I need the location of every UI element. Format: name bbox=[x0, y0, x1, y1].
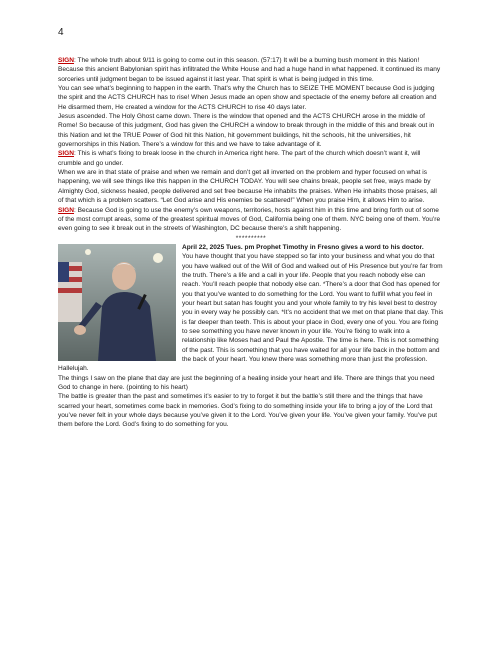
section-heading: April 22, 2025 Tues. pm Prophet Timothy in Fresno gives a word to his doctor. bbox=[182, 243, 424, 251]
paragraph-8: The things I saw on the plane that day are just the beginning of a healing inside your heart and life. There are things that you need God to change in here. (pointing to his heart) bbox=[58, 374, 435, 392]
paragraph-1 bbox=[58, 56, 444, 84]
paragraph-5: When we are in that state of praise and when we remain and don’t get all inverted on the problem and hyper focused on what is happening, we will see things like this happen in the CHURCH TODAY. You will see chains break, people set free, ways made by Almighty God, sickness healed, people delivered and set free because He inhabits the praises. When He inhabits those praises, all of that which is a problem scatters. “Let God arise and His enemies be scattered!” When you praise Him, it allows Him to arise. bbox=[58, 169, 437, 205]
speaker-photo bbox=[58, 244, 176, 361]
paragraph-2: You can see what’s beginning to happen in the earth. That’s why the Church has to SEIZE THE MOMENT because God is judging the spirit and the ACTS CHURCH has to rise! When Jesus made an open show and spectacle of the enemy before all creation and He disarmed them, He created a window for the ACTS CHURCH to rise 40 days later. bbox=[58, 85, 437, 111]
document-body bbox=[58, 56, 444, 430]
paragraph-text: : The whole truth about 9/11 is going to come out in this season. (57:17) It will be a burning bush moment in this Nation! Because this ancient Babylonian spirit has infiltrated the White House and had a huge hand in what happened. It continued its many sorceries until judgment began to be issued against it last year. That spirit is what is being judged in this time. bbox=[58, 57, 441, 83]
paragraph-text: : This is what’s fixing to break loose in the church in America right here. The part of the church which doesn’t want it, will crumble and go under. bbox=[58, 150, 421, 167]
paragraph-3: Jesus ascended. The Holy Ghost came down. There is the window that opened and the ACTS CHURCH arose in the middle of Rome! So because of this judgment, God has given the CHURCH a window to break through in the middle of this and break out in this Nation and let the TRUE Power of God hit this Nation, hit government buildings, hit the schools, hit the universities, hit governorships in this Nation. There’s a window for this and we have to take advantage of it. bbox=[58, 113, 435, 149]
paragraph-6 bbox=[58, 206, 444, 234]
sign-label: SIGN bbox=[58, 206, 75, 214]
sign-label: SIGN bbox=[58, 150, 75, 158]
paragraph-4 bbox=[58, 149, 444, 168]
paragraph-9: The battle is greater than the past and sometimes it’s easier to try to forget it but the battle’s still there and the things that have scarred your heart, sometimes come back in memories. God’s fixing to do something inside your life to bring a joy of the Lord that you’ve never felt in your whole days because you’ve given it to the Lord. You’ve given your life. You’ve given your family. You’ve put them before the Lord. God’s fixing to do something for you. bbox=[58, 393, 438, 429]
paragraph-text: : Because God is going to use the enemy’s own weapons, territories, hosts against him in this time and bring forth out of some of the most corrupt areas, some of the greatest spiritual moves of God, California being one of them. NYC being one of them. You’re even going to see it break out in the streets of Washington, DC because there’s a shift happening. bbox=[58, 206, 441, 233]
speaker-photo-image bbox=[58, 244, 176, 361]
paragraph-7: You have thought that you have stepped so far into your business and what you do that you have walked out of the Will of God and walked out of His Presence but you’re far from the truth. There’s a life and a call in your life. People that you reach nobody else can reach. You’ll reach people that nobody else can. *There’s a door that God has opened for you that you’ve wanted to do something for the Lord. You want to fulfill what you feel in your heart but satan has fought you and your whole family to try his level best to destroy you in every way he possibly can. *It’s no accident that we met on that plane that day. This is far deeper than teeth. This is about your place in God, every one of you. You are fixing to see something you have never known in your life. You’re fixing to walk into a relationship like Moses had and Paul the Apostle. The time is here. This is not something of the past. This is something that you have waited for all your life back in the bottom and the back of your heart. You knew there was something more than just the profession. Hallelujah. bbox=[58, 253, 444, 373]
section-separator: ********** bbox=[235, 234, 267, 242]
sign-label: SIGN bbox=[58, 57, 75, 64]
page-number: 4 bbox=[58, 27, 64, 38]
